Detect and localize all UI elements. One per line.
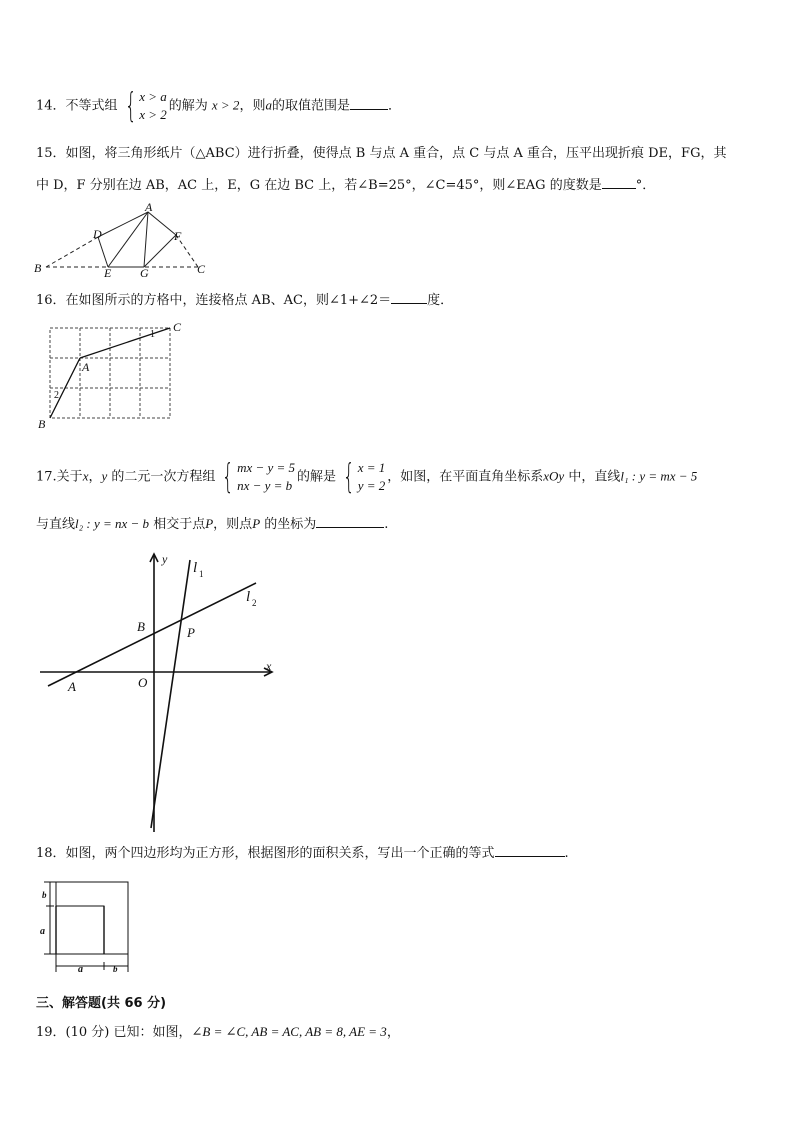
q17-label-l1: l (193, 560, 198, 576)
q15-answer-blank[interactable] (602, 174, 636, 189)
q17-line2-mid2: ，则点 (213, 517, 253, 532)
q14-prefix: 14．不等式组 (36, 98, 118, 114)
q17-l1: l₁ : y = mx − 5 (620, 468, 698, 484)
q14-mid1: 的解为 (168, 98, 208, 114)
q19-math: ∠B = ∠C, AB = AC, AB = 8, AE = 3 (191, 1024, 387, 1039)
q17-sys1-line2: nx − y = b (237, 478, 293, 493)
q18-label-b-left: b (42, 890, 47, 900)
q17-label-O: O (138, 675, 148, 690)
q17-xoy: xOy (543, 468, 565, 484)
q14-answer-blank[interactable] (350, 95, 388, 110)
question-15-line1: 15．如图，将三角形纸片（△ABC）进行折叠，使得点 B 与点 A 重合，点 C 与点 A 重合，压平出现折痕 DE，FG，其 (36, 146, 727, 161)
q18-label-a-left: a (40, 926, 45, 937)
q14-mid2: ，则 (239, 98, 266, 114)
q15-label-D: D (93, 227, 102, 241)
q14-sys-line2: x > 2 (139, 107, 167, 122)
question-15-line2 (36, 174, 655, 196)
q16-angle-2: 2 (54, 390, 59, 401)
question-19 (36, 1022, 400, 1043)
q15-line2-text: 中 D，F 分别在边 AB，AC 上，E，G 在边 BC 上，若∠B=25°，∠C=45°，则∠EAG 的度数是 (36, 178, 602, 193)
q16-label-A: A (82, 360, 90, 374)
q19-end: ， (386, 1025, 400, 1040)
q17-label-P: P (187, 625, 195, 640)
question-17-line1 (36, 459, 697, 495)
q14-sys-line1: x > a (139, 89, 167, 104)
q14-var: a (265, 97, 272, 113)
q14-condition: x > 2 (211, 97, 240, 113)
q17-line2-end: 的坐标为 (264, 517, 317, 532)
q17-label-l2: l (246, 589, 251, 605)
q17-sol-text: 的解是 (297, 469, 337, 485)
q17-label-A: A (68, 679, 76, 694)
question-18 (36, 842, 569, 864)
q16-answer-blank[interactable] (391, 289, 427, 304)
q18-label-a-bottom: a (78, 964, 83, 975)
q17-answer-blank[interactable] (316, 513, 384, 528)
q14-suffix: 的取值范围是 (271, 98, 350, 114)
q17-comma: ， (88, 469, 102, 485)
q15-label-C: C (197, 262, 206, 276)
question-17-line2 (36, 513, 388, 535)
q19-text: 19．(10 分) 已知：如图， (36, 1025, 192, 1040)
q18-end: . (564, 846, 569, 861)
q16-label-C: C (173, 320, 182, 334)
q17-equation-system: { mx − y = 5 nx − y = b (222, 457, 296, 497)
q17-mid: 的二元一次方程组 (111, 469, 216, 485)
q17-axis-y-label: y (162, 552, 168, 566)
q17-label-B: B (137, 619, 145, 634)
q17-P2: P (252, 516, 261, 531)
question-16 (36, 289, 453, 311)
q16-angle-1: 1 (150, 329, 155, 340)
q14-inequality-system: { x > a x > 2 (124, 86, 167, 126)
q17-line2-mid: 相交于点 (153, 517, 206, 532)
q15-label-G: G (140, 266, 149, 280)
q15-end: °． (635, 178, 656, 193)
q17-mid3: 中，直线 (568, 469, 621, 485)
q18-label-b-bottom: b (113, 964, 118, 974)
q14-end: ． (387, 98, 401, 114)
q17-label-l2-sub: 2 (252, 598, 257, 608)
q17-axis-x-label: x (266, 659, 272, 673)
q17-x: x (82, 468, 89, 484)
section-3-heading: 三、解答题(共 66 分) (36, 996, 167, 1011)
q17-mid2: ，如图，在平面直角坐标系 (387, 469, 544, 485)
q15-label-A: A (145, 200, 153, 214)
q15-label-E: E (104, 266, 112, 280)
q15-label-B: B (34, 261, 42, 275)
q17-line2-prefix: 与直线 (36, 517, 76, 532)
q17-label-l1-sub: 1 (199, 569, 204, 579)
q17-sys1-line1: mx − y = 5 (237, 460, 296, 475)
q17-y: y (101, 468, 108, 484)
q15-label-F: F (174, 229, 182, 243)
q17-solution-system: { x = 1 y = 2 (342, 457, 386, 497)
question-14 (36, 88, 401, 124)
q17-sys2-line1: x = 1 (357, 460, 386, 475)
q17-period: . (384, 517, 389, 532)
q17-P: P (205, 516, 214, 531)
q18-text: 18．如图，两个四边形均为正方形，根据图形的面积关系，写出一个正确的等式 (36, 846, 495, 861)
q16-text: 16．在如图所示的方格中，连接格点 AB、AC，则∠1+∠2＝ (36, 293, 392, 308)
q16-end: 度． (427, 293, 454, 308)
q17-sys2-line2: y = 2 (357, 478, 386, 493)
q16-label-B: B (38, 417, 46, 431)
q17-l2: l₂ : y = nx − b (75, 516, 150, 531)
q17-prefix: 17.关于 (36, 469, 83, 485)
q18-answer-blank[interactable] (495, 842, 565, 857)
